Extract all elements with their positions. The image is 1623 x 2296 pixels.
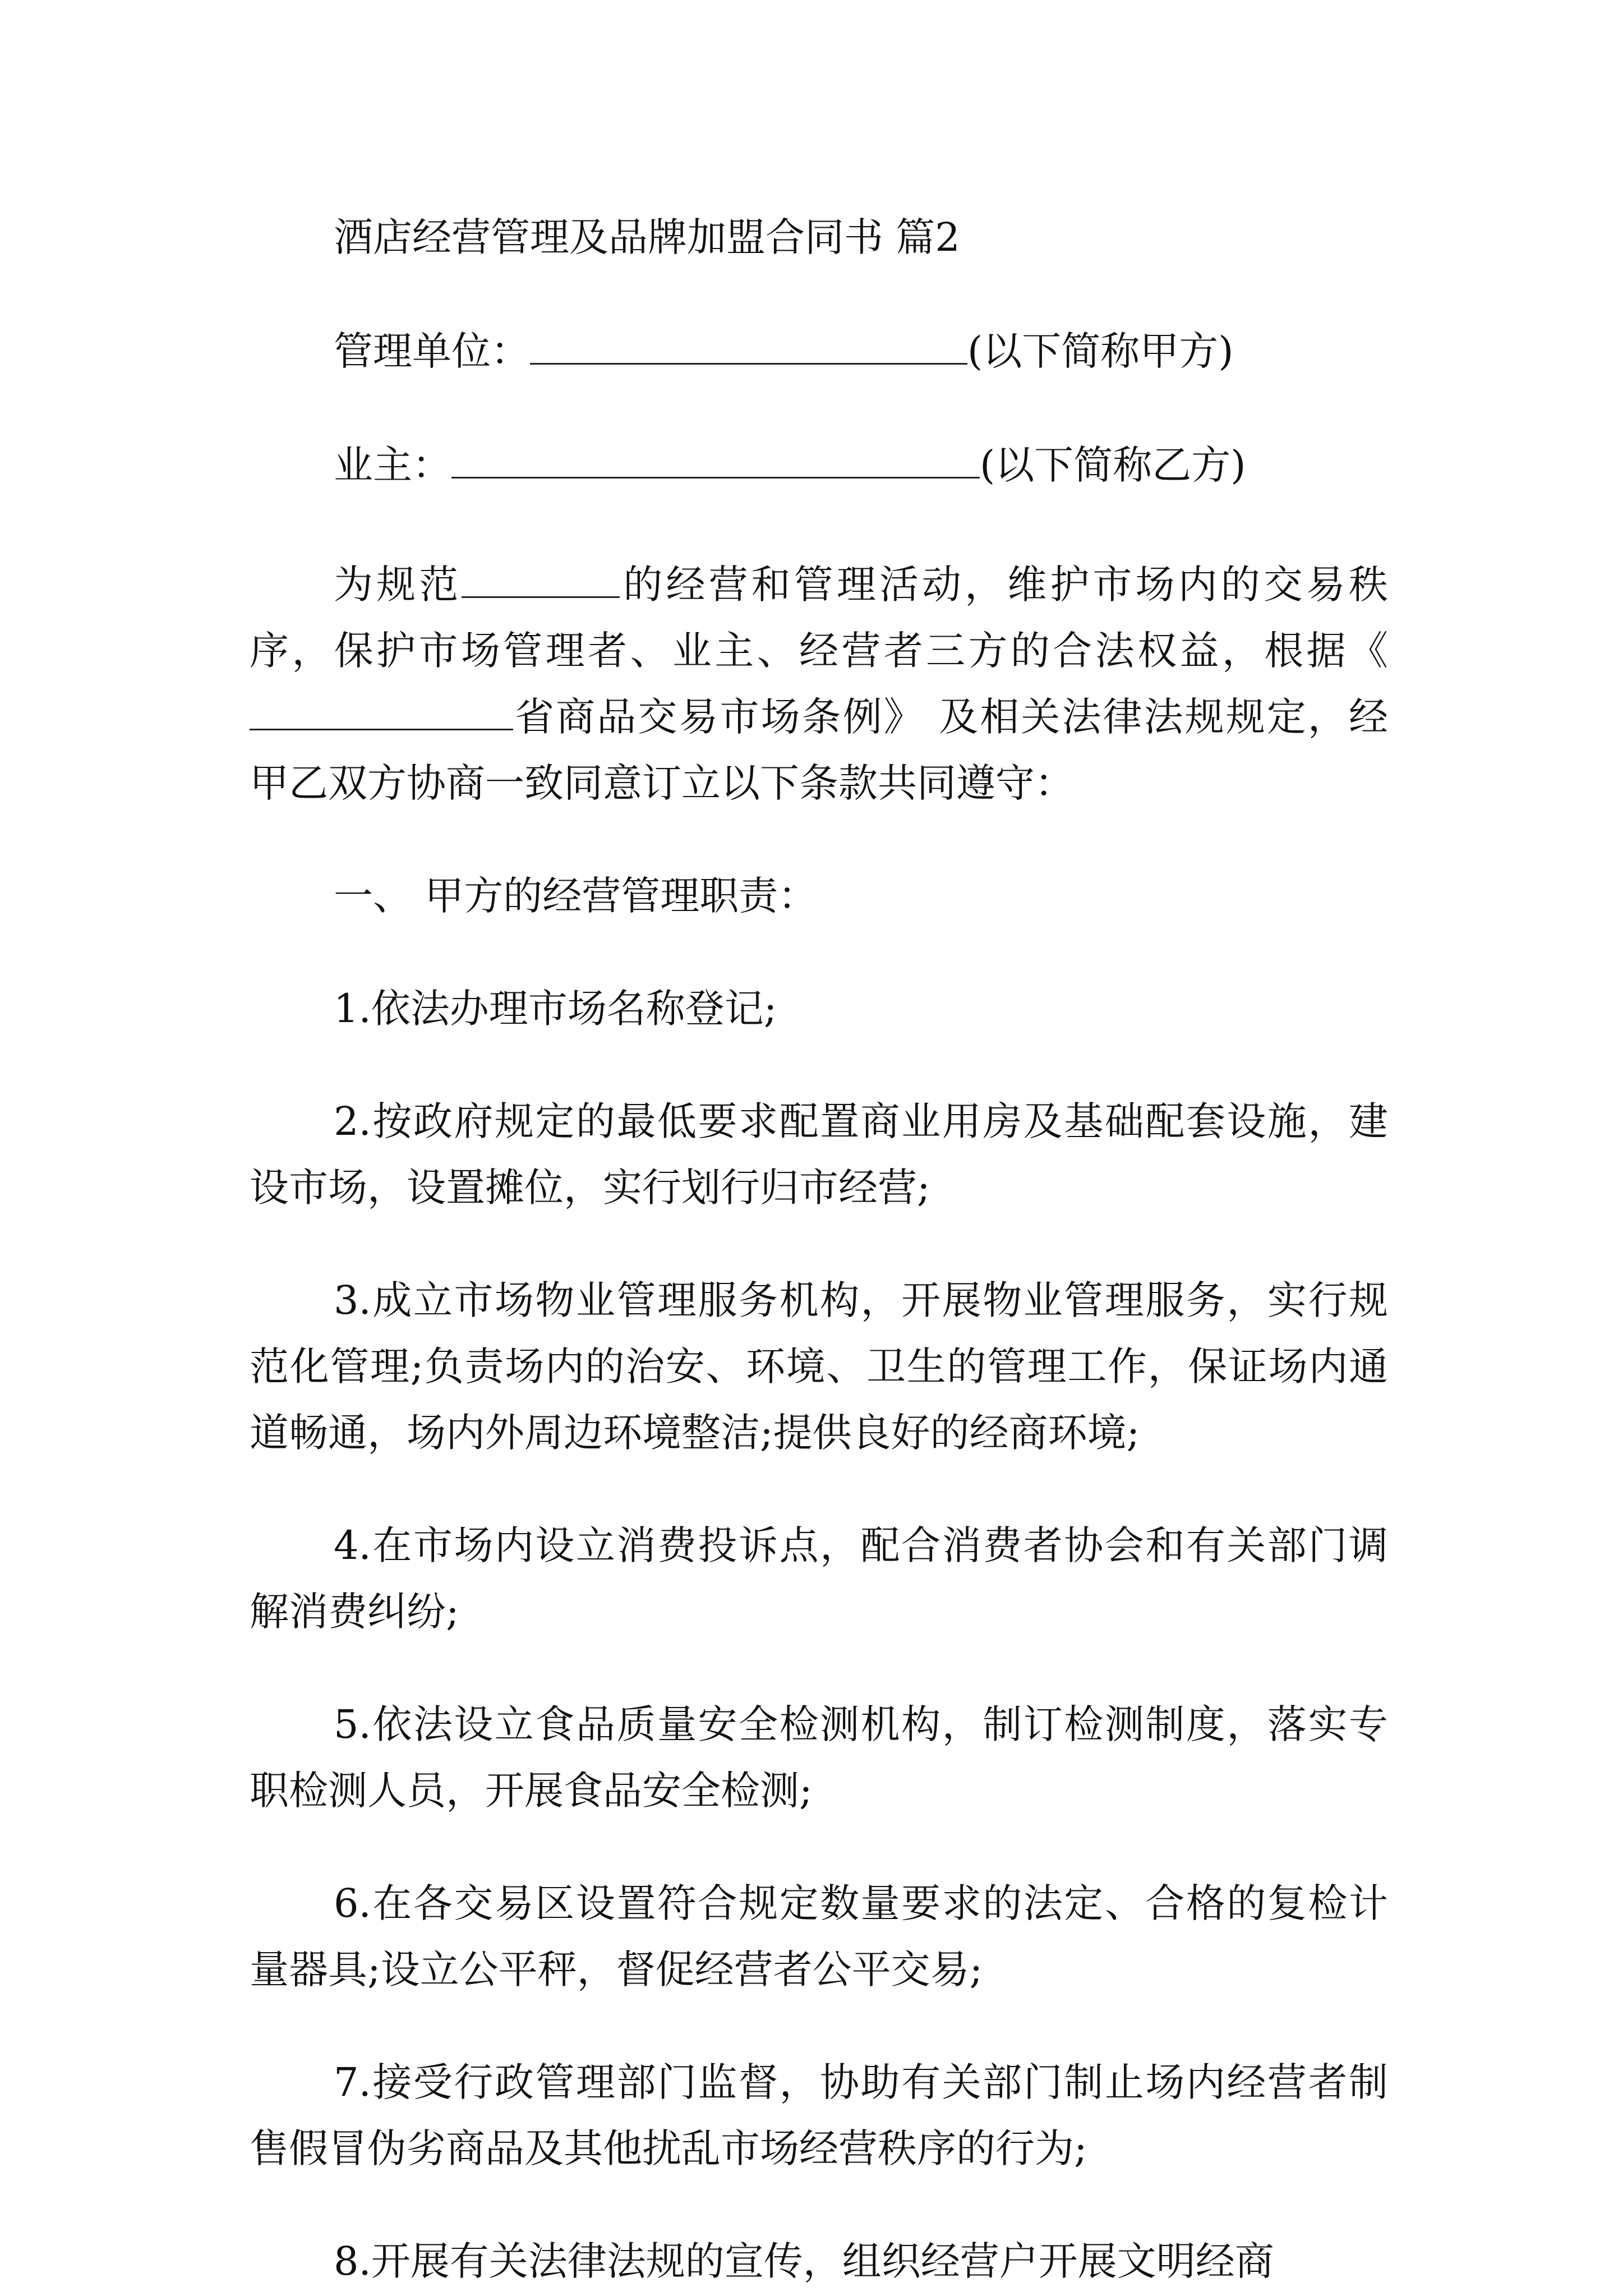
document-page xyxy=(250,213,1388,2294)
manager-blank xyxy=(530,328,967,365)
owner-line xyxy=(250,441,1388,490)
owner-blank xyxy=(451,442,980,478)
list-item: 2.按政府规定的最低要求配置商业用房及基础配套设施，建设市场，设置摊位，实行划行归市经营; xyxy=(250,1098,1388,1211)
list-item: 5.依法设立食品质量安全检测机构，制订检测制度，落实专职检测人员，开展食品安全检测; xyxy=(250,1701,1388,1814)
owner-label: 业主： xyxy=(334,442,451,488)
list-item: 6.在各交易区设置符合规定数量要求的法定、合格的复检计量器具;设立公平秤，督促经营者公平交易; xyxy=(250,1880,1388,1993)
preamble-part3: 省商品交易市场条例》 及相关法律法规规定，经甲乙双方协商一致同意订立以下条款共同遵守： xyxy=(250,694,1388,806)
preamble-paragraph xyxy=(250,551,1388,816)
manager-suffix: (以下简称甲方) xyxy=(967,328,1234,374)
province-blank xyxy=(250,694,513,730)
market-name-blank xyxy=(462,562,620,598)
manager-label: 管理单位： xyxy=(334,328,530,374)
section-heading: 一、 甲方的经营管理职责： xyxy=(334,873,818,919)
owner-suffix: (以下简称乙方) xyxy=(980,442,1246,488)
list-item: 4.在市场内设立消费投诉点，配合消费者协会和有关部门调解消费纠纷; xyxy=(250,1522,1388,1635)
document-title: 酒店经营管理及品牌加盟合同书 篇2 xyxy=(334,214,960,260)
preamble-part1: 为规范 xyxy=(334,562,462,608)
preamble-part2: 的经营和管理活动，维护市场内的交易秩序，保护市场管理者、业主、经营者三方的合法权益，根据《 xyxy=(250,562,1389,674)
list-item: 1.依法办理市场名称登记; xyxy=(334,986,777,1032)
manager-line xyxy=(250,327,1388,376)
list-item: 3.成立市场物业管理服务机构，开展物业管理服务，实行规范化管理;负责场内的治安、环境、卫生的管理工作，保证场内通道畅通，场内外周边环境整洁;提供良好的经商环境; xyxy=(250,1277,1388,1456)
list-item: 8.开展有关法律法规的宣传，组织经营户开展文明经商 xyxy=(334,2238,1274,2284)
list-item: 7.接受行政管理部门监督，协助有关部门制止场内经营者制售假冒伪劣商品及其他扰乱市场经营秩序的行为; xyxy=(250,2059,1388,2171)
